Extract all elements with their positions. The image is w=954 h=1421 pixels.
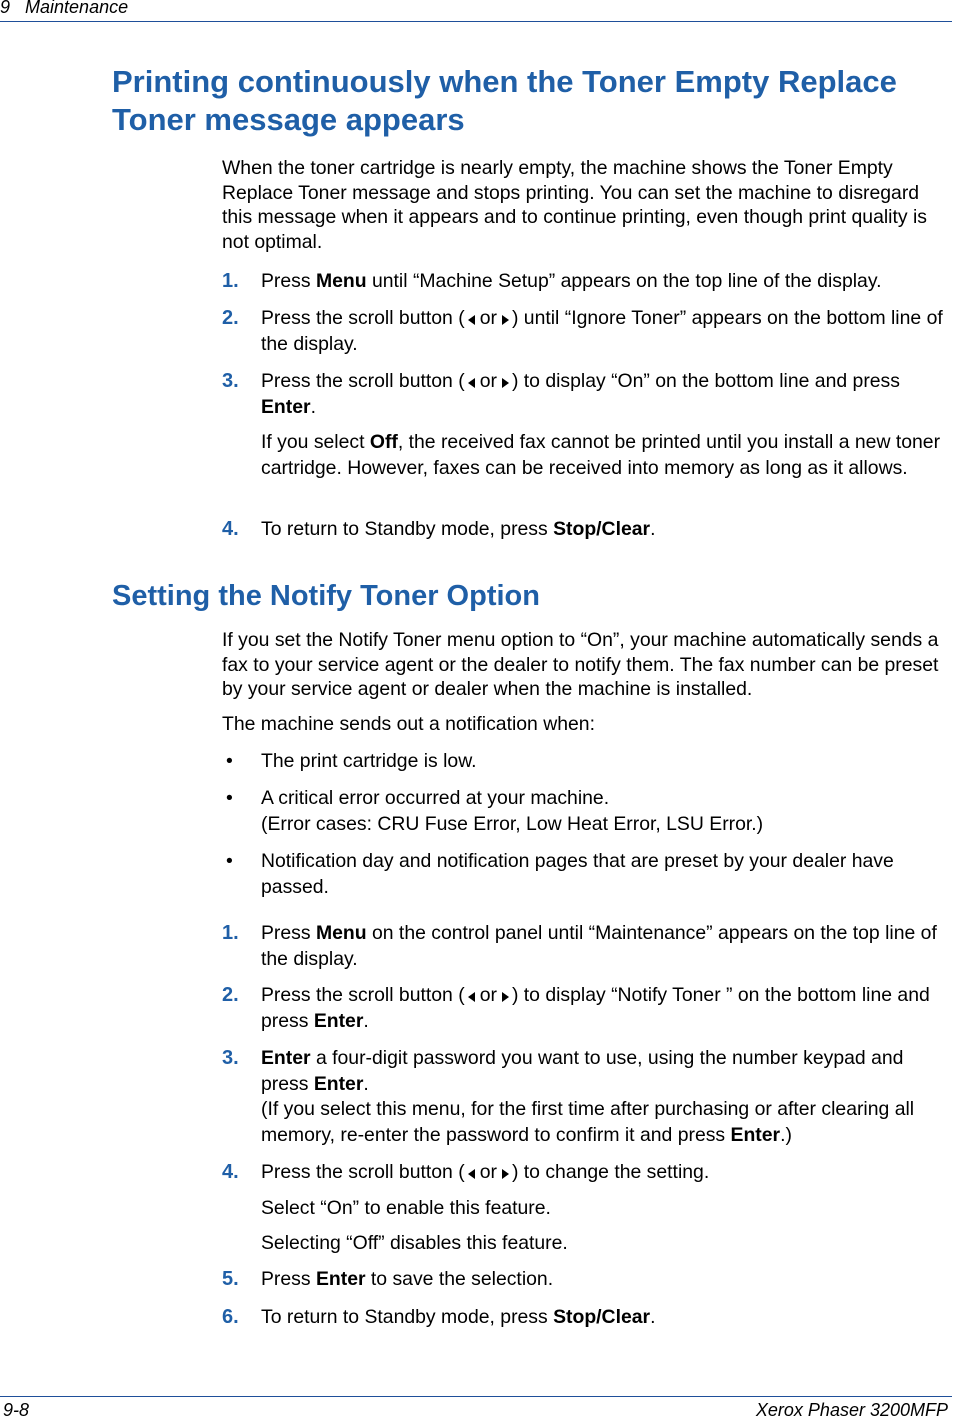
key-label: Off <box>369 431 398 453</box>
step-text: Press the scroll button ( or ) to display “Notify Toner ” on the bottom line and press Enter. <box>261 984 930 1032</box>
step-item <box>222 369 952 420</box>
bullet-item <box>222 849 952 900</box>
scroll-left-icon <box>468 315 475 325</box>
header-rule <box>0 21 952 22</box>
page-number: 9-8 <box>3 1400 30 1420</box>
step-text: To return to Standby mode, press Stop/Clear. <box>261 518 656 540</box>
scroll-left-icon <box>468 1169 475 1179</box>
footer-rule <box>0 1396 952 1397</box>
key-label: Enter <box>261 1047 311 1069</box>
bullet-text: Notification day and notification pages that are preset by your dealer have passed. <box>261 850 894 898</box>
step-number: 3. <box>222 1047 239 1069</box>
step-note: If you select Off, the received fax cannot be printed until you install a new toner cartridge. However, faxes can be received into memory as long as it allows. <box>261 431 941 479</box>
step-text: Press Menu on the control panel until “Maintenance” appears on the top line of the display. <box>261 922 937 970</box>
scroll-right-icon <box>502 378 509 388</box>
step-number: 2. <box>222 984 239 1006</box>
chapter-title: Maintenance <box>25 0 129 17</box>
key-label: Enter <box>313 1072 364 1095</box>
scroll-left-icon <box>468 992 475 1002</box>
bullet-text: The print cartridge is low. <box>261 750 477 772</box>
bullet-item <box>222 786 952 837</box>
key-label: Menu <box>315 270 367 292</box>
key-label: Stop/Clear <box>553 1306 651 1328</box>
step-item <box>222 306 952 357</box>
step-item <box>222 1160 952 1186</box>
product-name: Xerox Phaser 3200MFP <box>755 1400 948 1420</box>
key-label: Enter <box>730 1123 781 1146</box>
step-item <box>222 921 952 972</box>
step-item <box>222 517 952 543</box>
step-note: Selecting “Off” disables this feature. <box>261 1232 568 1254</box>
section-title-notify-toner: Setting the Notify Toner Option <box>112 580 540 612</box>
section-intro: When the toner cartridge is nearly empty, the machine shows the Toner Empty Replace Toner message and stops printing. You can set the machine to disregard this message when it appears and to continue printing, even though print quality is not optimal. <box>222 157 927 253</box>
bullet-icon: • <box>226 750 233 772</box>
step-text: Press Enter to save the selection. <box>261 1268 554 1290</box>
page-header <box>0 0 128 18</box>
step-item <box>222 1046 952 1148</box>
step-text: Press Menu until “Machine Setup” appears on the top line of the display. <box>261 270 882 292</box>
step-text: Enter a four-digit password you want to use, using the number keypad and press Enter. (If you select this menu, for the first time after purchasing or after clearing all memory, re-enter the password to confirm it and press Enter.) <box>261 1047 915 1146</box>
step-number: 3. <box>222 370 239 392</box>
step-text: Press the scroll button ( or ) to display “On” on the bottom line and press Enter. <box>261 370 900 418</box>
key-label: Enter <box>261 395 311 418</box>
step-number: 1. <box>222 270 239 292</box>
step-number: 2. <box>222 307 239 329</box>
step-text: To return to Standby mode, press Stop/Clear. <box>261 1306 656 1328</box>
chapter-number: 9 <box>0 0 11 17</box>
list-lead: The machine sends out a notification when: <box>222 713 595 735</box>
scroll-left-icon <box>468 378 475 388</box>
step-item <box>222 983 952 1034</box>
scroll-right-icon <box>502 315 509 325</box>
bullet-item <box>222 749 952 775</box>
step-item <box>222 1267 952 1293</box>
step-number: 4. <box>222 1161 239 1183</box>
scroll-right-icon <box>502 1169 509 1179</box>
bullet-text: A critical error occurred at your machine. (Error cases: CRU Fuse Error, Low Heat Error, LSU Error.) <box>261 787 764 835</box>
bullet-icon: • <box>226 850 233 872</box>
section-title-line-2: Toner message appears <box>112 102 465 137</box>
step-item <box>222 1305 952 1331</box>
step-number: 1. <box>222 922 239 944</box>
step-number: 6. <box>222 1306 239 1328</box>
step-number: 5. <box>222 1268 239 1290</box>
scroll-right-icon <box>502 992 509 1002</box>
section-intro: If you set the Notify Toner menu option to “On”, your machine automatically sends a fax to your service agent or the dealer to notify them. The fax number can be preset by your service agent or dealer when the machine is installed. <box>222 629 939 700</box>
section-title-line-1: Printing continuously when the Toner Empty Replace <box>112 64 897 99</box>
step-text: Press the scroll button ( or ) to change the setting. <box>261 1161 710 1183</box>
key-label: Enter <box>315 1268 366 1290</box>
bullet-icon: • <box>226 787 233 809</box>
key-label: Menu <box>315 922 367 944</box>
step-text: Press the scroll button ( or ) until “Ignore Toner” appears on the bottom line of the display. <box>261 307 943 355</box>
section-title-printing-continuously <box>112 63 897 139</box>
step-number: 4. <box>222 518 239 540</box>
step-note: Select “On” to enable this feature. <box>261 1197 551 1219</box>
key-label: Enter <box>313 1009 364 1032</box>
key-label: Stop/Clear <box>553 518 651 540</box>
step-item <box>222 269 952 295</box>
